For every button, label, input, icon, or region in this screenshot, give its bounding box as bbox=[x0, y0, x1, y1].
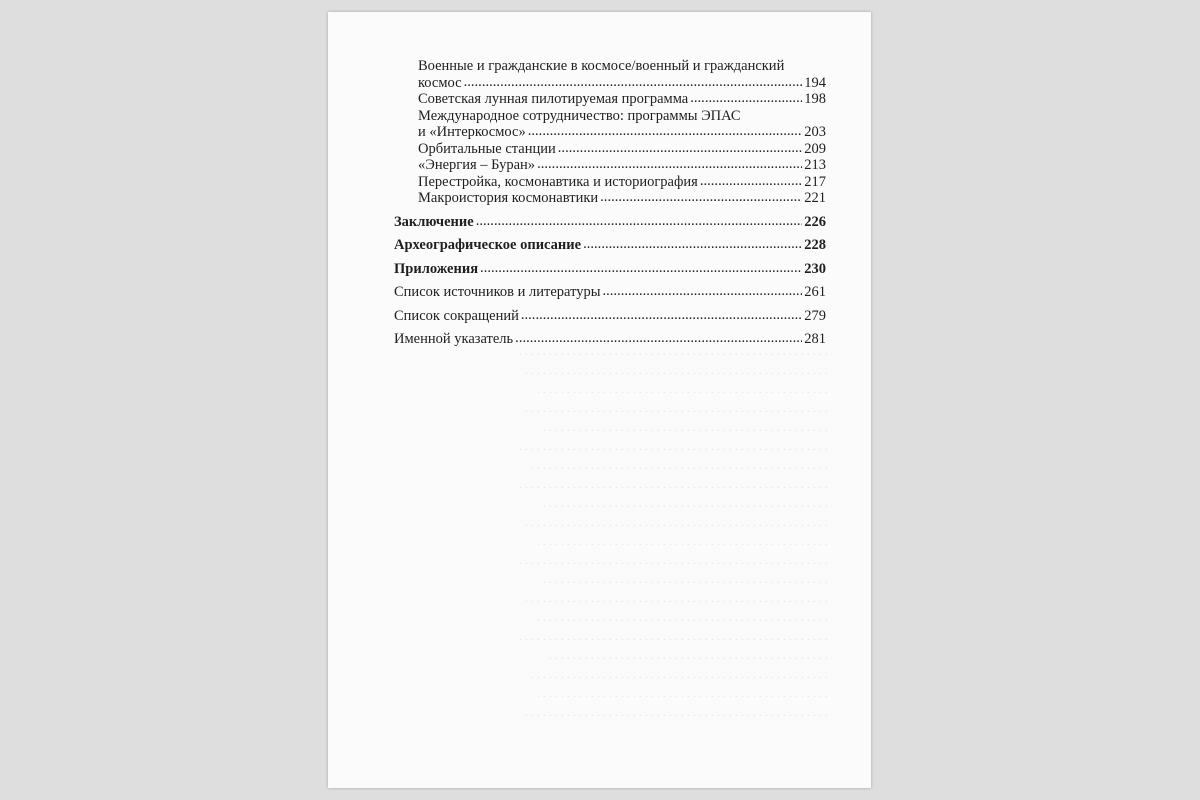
toc-entry bbox=[394, 190, 826, 207]
toc-entry-title-line: Международное сотрудничество: программы ЭПАС bbox=[418, 107, 741, 124]
toc-page-number: 228 bbox=[804, 237, 826, 253]
paper-bleed-through: . . . . . . . . . . . . . . . . . . . . . . . . . . . . . . . . . . . . . . . . . . . . . . . . . . . . . . . . . . . . . . . . . . . . . . . . . . . . . . . . . . . . . . . . . . . . . . . . . . . . . . . . . . . . . . . . . . . . . . . . . . . . . . . . . . . . . . . . . . . . . . . . . . . . . . . . . . . . . . . . . . . . . . . . . . . . . . . . . . . . . . . . . . . . . . . . . . . . . . . . . . . . . . . . . . . . . . . . . . . . . . . . . . . . . . . . . . . . . . . . . . . . . . . . . . . . . . . . . . . . . . . . . . . . . . . . . . . . . . . . . . . . . . . . . . . . . . . . . . . . . . . . . . . . . . . . . . . . . . . . . . . . . . . . . . . . . . . . . . . . . . . . . . . . . . . . . . . . . . . . . . . . . . . . . . . . . . . . . . . . . . . . . . . . . . . . . . . . . . . . . . . . . . . . . . . . . . . . . . . . . . . . . . . . . . . . . . . . . . . . . . . . . . . . . . . . . . . . . . . . . . . . . . . . . . . . . . . . . . . . . . . . . . . . . . . . . . . . . . . . . . . . . . . . . . . . . . . . . . . . . . . . . . . . . . . . . . . . . . . . . . . . . . . . . . . . . . . . . . . . . . . . . . . . . . . . . . . . . . . . . . . . . . . . . . . . . . . . . . . . . . . . . . . . . . . . . . . . . . . . . . . . . . . . . . . . . . . . . . . . . . . . . . . . . . . . . . . . . . . . . . . . . . . . . . . . . . . . . . . . . . . . . . . . . . . . . . . . . . . . . . . . . . . . . . . . . . . . . . . . . . . . . . . . . . . . . . . . . . . . . . . . . . . . . . . . . . . . . . . . . . . . . . . . . . . . . . . . . . . . . . . . . . . . . . . . . . . . . . . . . . . . . . . . . . . . . . . . . . . . . . . . . . . . . . . . . . . . . . . . . . . . . . . . . . . . . . . . . . . . . . . . . . . . . . . . . . . . . . . . . . . . . . . . . . . . . . . . . . . . . . . . . . . . . . . . . . . . . . . . . . . . . . . . . . . . . . . . . . . . . . . . . . . . . . . . . . . . . . . . . . . . . . . . . . . . . . . . . . . . . . . . . . . . . . . . . . . . . . . . . . bbox=[519, 344, 828, 719]
toc-leader-dots bbox=[558, 140, 802, 157]
toc-page-number: 279 bbox=[804, 307, 826, 324]
toc-leader-dots bbox=[583, 236, 802, 253]
toc-leader-dots bbox=[476, 213, 803, 230]
toc-leader-dots bbox=[521, 307, 802, 324]
toc-entry bbox=[394, 174, 826, 191]
toc-entry-title-line: Военные и гражданские в космосе/военный и гражданский bbox=[418, 58, 785, 74]
toc-entry bbox=[394, 58, 826, 91]
toc-page-number: 217 bbox=[804, 173, 826, 190]
toc-page-number: 261 bbox=[804, 284, 826, 300]
toc-page-number: 209 bbox=[804, 140, 826, 157]
toc-page-number: 230 bbox=[804, 260, 826, 277]
toc-entry-title: Список сокращений bbox=[394, 307, 519, 324]
toc-leader-dots bbox=[600, 189, 802, 206]
toc-leader-dots bbox=[515, 330, 802, 347]
toc-page-number: 194 bbox=[804, 74, 826, 91]
toc-page-number: 203 bbox=[804, 124, 826, 140]
toc-page-number: 198 bbox=[804, 91, 826, 107]
toc-entry-title: космос bbox=[418, 74, 462, 91]
toc-leader-dots bbox=[464, 74, 803, 91]
toc-page-number: 213 bbox=[804, 157, 826, 173]
toc-leader-dots bbox=[602, 283, 802, 300]
toc-leader-dots bbox=[480, 260, 802, 277]
toc-entry-title: Список источников и литературы bbox=[394, 284, 601, 300]
toc-entry bbox=[394, 284, 826, 301]
toc-entry-title: Именной указатель bbox=[394, 331, 514, 347]
toc-entry bbox=[394, 157, 826, 174]
toc-page-number: 226 bbox=[804, 213, 826, 230]
toc-entry-title: Археографическое описание bbox=[394, 237, 582, 253]
toc-entry-title: Перестройка, космонавтика и историография bbox=[418, 173, 698, 190]
toc-entry-title: Заключение bbox=[394, 213, 474, 230]
book-page bbox=[328, 12, 871, 788]
toc-page-number: 221 bbox=[804, 190, 826, 206]
toc-entry-title: «Энергия – Буран» bbox=[418, 157, 536, 173]
toc-entry bbox=[394, 214, 826, 231]
toc-entry-title: Советская лунная пилотируемая программа bbox=[418, 91, 689, 107]
toc-leader-dots bbox=[690, 90, 802, 107]
toc-entry bbox=[394, 91, 826, 108]
table-of-contents bbox=[394, 58, 826, 348]
toc-entry-title: Орбитальные станции bbox=[418, 140, 556, 157]
toc-page-number: 281 bbox=[804, 331, 826, 347]
toc-entry bbox=[394, 141, 826, 158]
toc-entry bbox=[394, 331, 826, 348]
toc-entry bbox=[394, 237, 826, 254]
toc-entry bbox=[394, 261, 826, 278]
toc-entry bbox=[394, 108, 826, 141]
toc-leader-dots bbox=[537, 156, 802, 173]
toc-leader-dots bbox=[700, 173, 802, 190]
toc-entry-title: Приложения bbox=[394, 260, 479, 277]
toc-entry-title: и «Интеркосмос» bbox=[418, 124, 526, 140]
toc-entry bbox=[394, 308, 826, 325]
toc-entry-title: Макроистория космонавтики bbox=[418, 190, 599, 206]
toc-leader-dots bbox=[528, 123, 803, 140]
